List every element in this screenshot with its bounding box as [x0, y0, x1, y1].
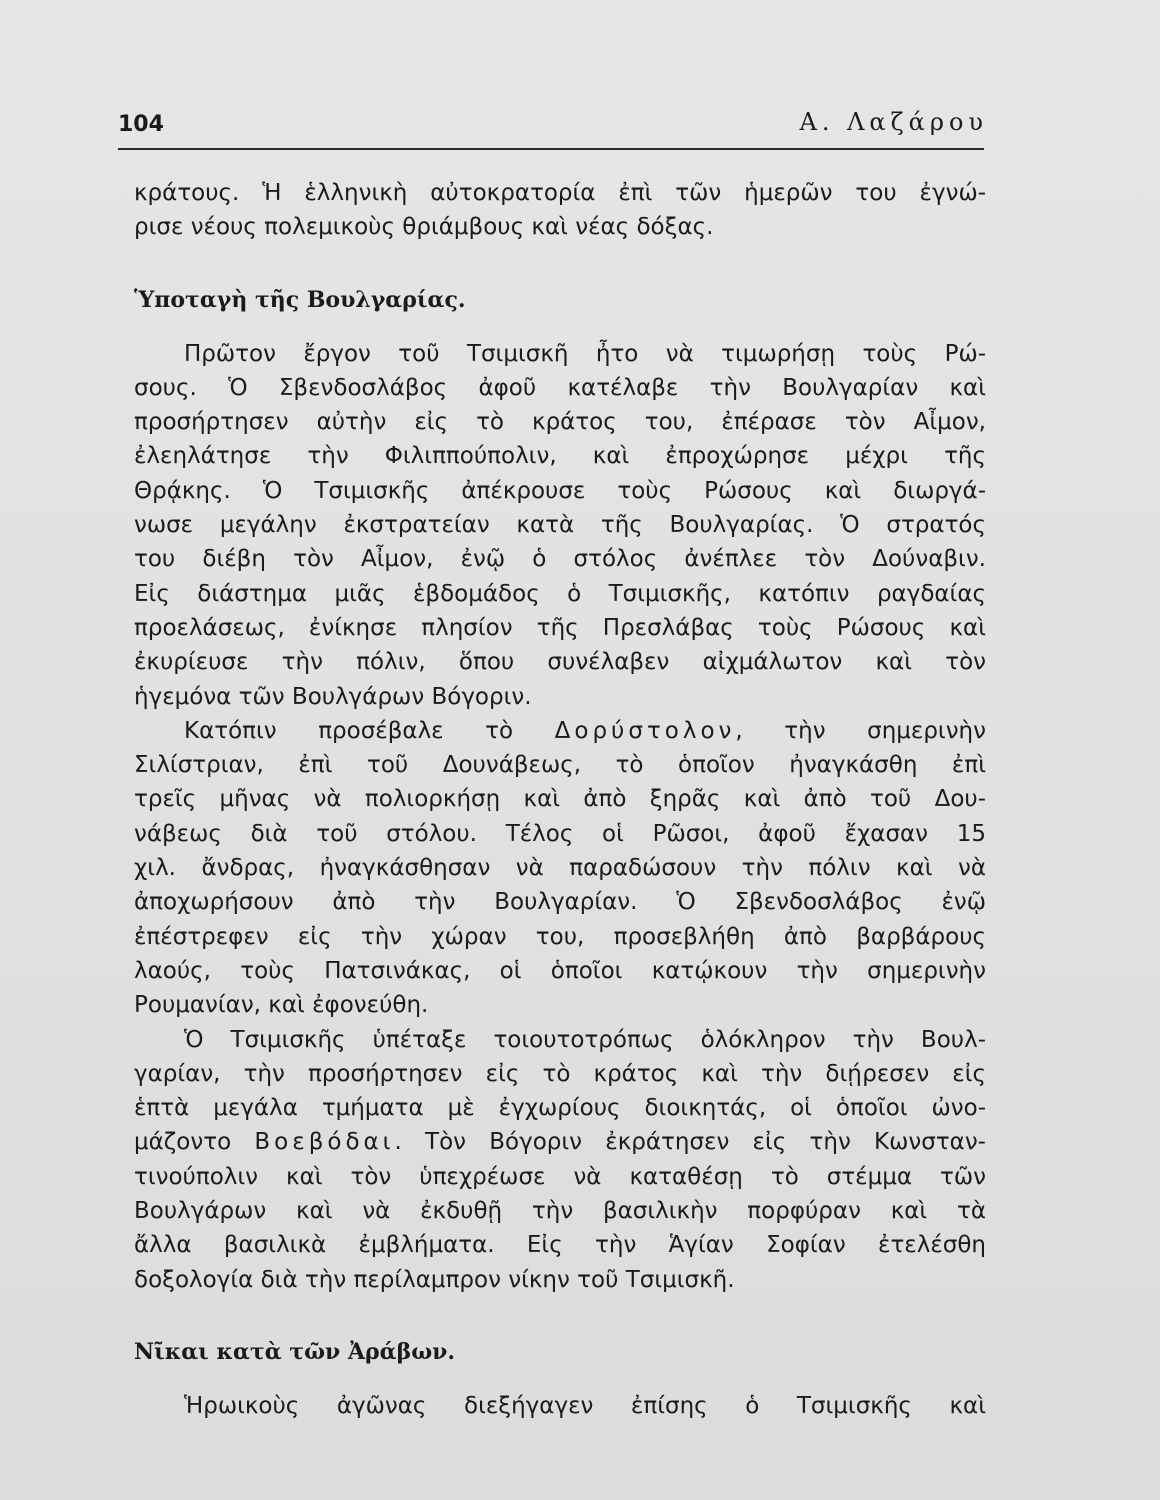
text-line — [134, 714, 986, 748]
text-span: , τὴν σημερινὴν — [735, 717, 986, 744]
header-rule — [118, 148, 984, 150]
text-line: Σιλίστριαν, ἐπὶ τοῦ Δουνάβεως, τὸ ὁποῖον ἠναγκάσθη ἐπὶ — [134, 752, 986, 779]
text-line: του διέβη τὸν Αἶμον, ἐνῷ ὁ στόλος ἀνέπλεε τὸν Δούναβιν. — [134, 546, 986, 573]
text-line: δοξολογία διὰ τὴν περίλαμπρον νίκην τοῦ Τσιμισκῆ. — [134, 1266, 735, 1293]
text-line: Ὁ Τσιμισκῆς ὑπέταξε τοιουτοτρόπως ὁλόκληρον τὴν Βουλ- — [184, 1026, 986, 1053]
text-line: σους. Ὁ Σβενδοσλάβος ἀφοῦ κατέλαβε τὴν Βουλγαρίαν καὶ — [134, 374, 986, 401]
section-heading-arabs: Νῖκαι κατὰ τῶν Ἀράβων. — [134, 1338, 456, 1365]
text-line: γαρίαν, τὴν προσήρτησεν εἰς τὸ κράτος καὶ τὴν διῄρεσεν εἰς — [134, 1060, 986, 1087]
text-line: Εἰς διάστημα μιᾶς ἑβδομάδος ὁ Τσιμισκῆς, κατόπιν ραγδαίας — [134, 580, 986, 607]
text-line: προσήρτησεν αὐτὴν εἰς τὸ κράτος του, ἐπέρασε τὸν Αἶμον, — [134, 409, 986, 436]
text-line: προελάσεως, ἐνίκησε πλησίον τῆς Πρεσλάβας τοὺς Ρώσους καὶ — [134, 614, 986, 641]
text-line: χιλ. ἄνδρας, ἠναγκάσθησαν νὰ παραδώσουν τὴν πόλιν καὶ νὰ — [134, 855, 986, 882]
text-line: λαούς, τοὺς Πατσινάκας, οἱ ὁποῖοι κατῴκουν τὴν σημερινὴν — [134, 957, 986, 984]
text-span: Κατόπιν προσέβαλε τὸ — [184, 717, 555, 744]
text-line: ρισε νέους πολεμικοὺς θριάμβους καὶ νέας δόξας. — [134, 214, 714, 241]
text-line: ἐκυρίευσε τὴν πόλιν, ὅπου συνέλαβεν αἰχμάλωτον καὶ τὸν — [134, 649, 986, 676]
text-line: ἐλεηλάτησε τὴν Φιλιππούπολιν, καὶ ἐπροχώρησε μέχρι τῆς — [134, 443, 986, 470]
spaced-term: Βοεβόδαι — [254, 1129, 395, 1156]
text-span: . Τὸν Βόγοριν ἐκράτησεν εἰς τὴν Κωνσταν- — [394, 1129, 986, 1156]
text-line: τρεῖς μῆνας νὰ πολιορκήσῃ καὶ ἀπὸ ξηρᾶς καὶ ἀπὸ τοῦ Δου- — [134, 786, 986, 813]
text-line — [134, 1125, 986, 1159]
text-line: ἡγεμόνα τῶν Βουλγάρων Βόγοριν. — [134, 683, 532, 710]
spaced-place-name: Δορύστολον — [554, 717, 736, 744]
text-span: μάζοντο — [134, 1129, 255, 1156]
text-line: νωσε μεγάλην ἐκστρατείαν κατὰ τῆς Βουλγαρίας. Ὁ στρατός — [134, 512, 986, 539]
text-line: ἄλλα βασιλικὰ ἐμβλήματα. Εἰς τὴν Ἁγίαν Σοφίαν ἐτελέσθη — [134, 1232, 986, 1259]
text-line: Θρᾴκης. Ὁ Τσιμισκῆς ἀπέκρουσε τοὺς Ρώσους καὶ διωργά- — [134, 477, 986, 504]
text-line: ἀποχωρήσουν ἀπὸ τὴν Βουλγαρίαν. Ὁ Σβενδοσλάβος ἐνῷ — [134, 889, 986, 916]
page-number: 104 — [118, 112, 164, 137]
body-text — [134, 176, 986, 1423]
text-line: νάβεως διὰ τοῦ στόλου. Τέλος οἱ Ρῶσοι, ἀφοῦ ἔχασαν 15 — [134, 820, 986, 847]
text-line: Βουλγάρων καὶ νὰ ἐκδυθῇ τὴν βασιλικὴν πορφύραν καὶ τὰ — [134, 1198, 986, 1225]
section-heading-bulgaria: Ὑποταγὴ τῆς Βουλγαρίας. — [134, 286, 466, 313]
text-line: ἐπέστρεφεν εἰς τὴν χώραν του, προσεβλήθη ἀπὸ βαρβάρους — [134, 923, 986, 950]
running-head-author: Α. Λαζάρου — [799, 108, 988, 136]
page-header — [118, 104, 988, 148]
text-line: τινούπολιν καὶ τὸν ὑπεχρέωσε νὰ καταθέσῃ τὸ στέμμα τῶν — [134, 1163, 986, 1190]
text-line: Ἡρωικοὺς ἀγῶνας διεξήγαγεν ἐπίσης ὁ Τσιμισκῆς καὶ — [184, 1392, 986, 1419]
text-line: ἑπτὰ μεγάλα τμήματα μὲ ἐγχωρίους διοικητάς, οἱ ὁποῖοι ὠνο- — [134, 1095, 986, 1122]
text-line: Ρουμανίαν, καὶ ἐφονεύθη. — [134, 992, 429, 1019]
text-line: κράτους. Ἡ ἑλληνικὴ αὐτοκρατορία ἐπὶ τῶν ἡμερῶν του ἐγνώ- — [134, 180, 986, 206]
text-line: Πρῶτον ἔργον τοῦ Τσιμισκῆ ἦτο νὰ τιμωρήσῃ τοὺς Ρώ- — [184, 340, 986, 367]
